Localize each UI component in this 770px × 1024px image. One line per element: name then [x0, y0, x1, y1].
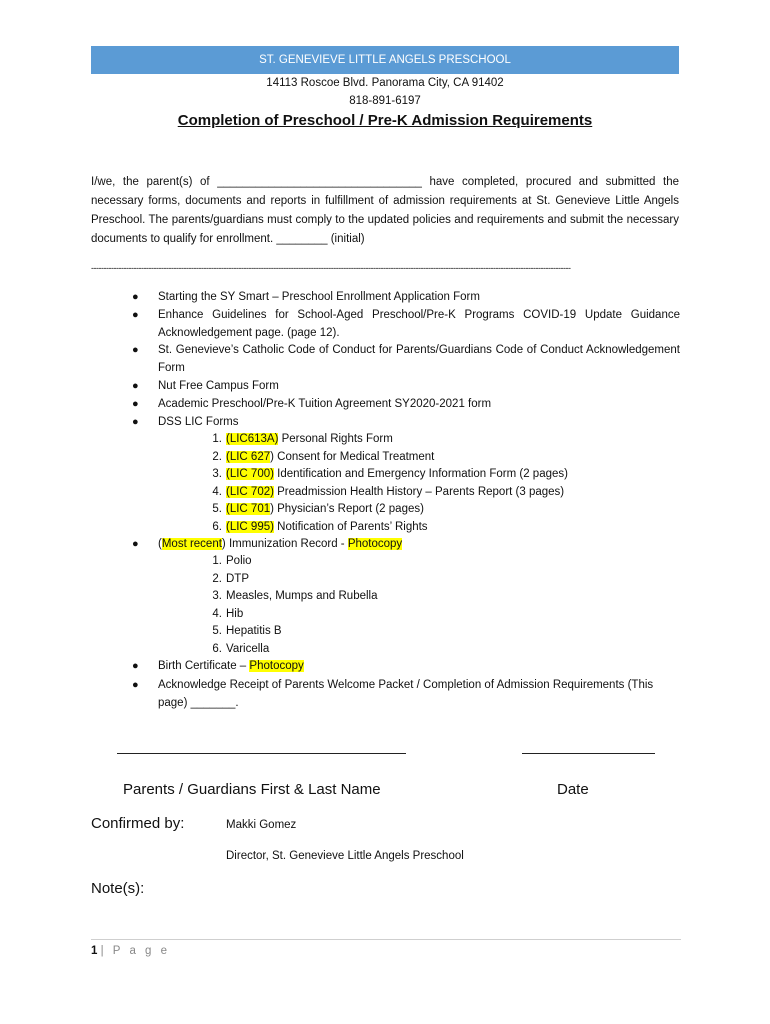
notes-label: Note(s): [91, 880, 145, 897]
bullet-icon: ● [132, 309, 139, 321]
bullet-icon: ● [132, 660, 139, 672]
page-label: | P a g e [100, 945, 171, 957]
sub-item-number: 6. [212, 642, 222, 655]
list-item: Acknowledge Receipt of Parents Welcome Packet / Completion of Admission Requirements (This page) _______. [158, 679, 654, 709]
bullet-icon: ● [132, 344, 139, 356]
bullet-icon: ● [132, 291, 139, 303]
sub-list-item: Varicella [226, 642, 270, 655]
list-item: Academic Preschool/Pre-K Tuition Agreement SY2020-2021 form [158, 398, 492, 410]
sub-item-number: 3. [212, 590, 222, 602]
list-item: Nut Free Campus Form [158, 380, 279, 392]
form-description: Preadmission Health History – Parents Report (3 pages) [273, 485, 565, 498]
intro-paragraph: I/we, the parent(s) of ________________________________ have completed, procured and submitted the necessary forms, documents and reports in fulfillment of admission requirements at St. Genevieve Little Angels Preschool. The parents/guardians must comply to the updated policies and requirements and submit the necessary documents to qualify for enrollment. ________ (initial) [91, 176, 679, 245]
page-title: Completion of Preschool / Pre-K Admission Requirements [177, 112, 593, 129]
school-name-banner: ST. GENEVIEVE LITTLE ANGELS PRESCHOOL [91, 46, 679, 74]
photocopy-highlight: Photocopy [249, 660, 304, 672]
form-code: (LIC 627 [226, 450, 271, 463]
list-item [158, 658, 680, 676]
immunization-text: ) Immunization Record - [221, 538, 348, 550]
sub-list-item: DTP [226, 572, 249, 585]
confirmer-name: Makki Gomez [226, 819, 297, 831]
page-number: 1 [91, 945, 98, 957]
bullet-icon: ● [132, 416, 139, 428]
sub-item-number: 1. [212, 555, 222, 567]
sub-list-item [226, 466, 568, 484]
sub-item-number: 5. [212, 503, 222, 515]
sub-item-number: 3. [212, 468, 222, 480]
form-code: (LIC 700) [226, 468, 274, 480]
sub-list-item: Hepatitis B [226, 625, 282, 637]
form-description: ) Consent for Medical Treatment [270, 450, 435, 463]
page-footer [91, 945, 170, 957]
footer-divider [91, 939, 681, 940]
form-description: Notification of Parents’ Rights [273, 520, 428, 533]
form-description: Identification and Emergency Information Form (2 pages) [273, 468, 568, 480]
bullet-icon: ● [132, 398, 139, 410]
photocopy-highlight: Photocopy [347, 538, 403, 550]
bullet-icon: ● [132, 380, 139, 392]
form-code: (LIC 702) [226, 485, 274, 498]
sub-list-item [226, 484, 564, 502]
list-item: St. Genevieve’s Catholic Code of Conduct for Parents/Guardians Code of Conduct Acknowledgement Form [158, 344, 680, 374]
sub-list-item: Measles, Mumps and Rubella [226, 590, 378, 602]
birth-certificate-text: Birth Certificate – [158, 660, 250, 672]
sub-item-number: 4. [212, 485, 222, 498]
form-code: (LIC613A) [226, 433, 279, 445]
confirmer-role: Director, St. Genevieve Little Angels Preschool [226, 850, 464, 862]
sub-item-number: 2. [212, 572, 222, 585]
sub-item-number: 5. [212, 625, 222, 637]
list-item [158, 536, 680, 554]
parent-name-label: Parents / Guardians First & Last Name [123, 781, 381, 798]
sub-list-item [226, 519, 428, 537]
bullet-icon: ● [132, 538, 139, 550]
date-label: Date [557, 781, 589, 798]
immunization-text: ( [158, 538, 162, 550]
sub-list-item [226, 431, 393, 449]
bullet-icon: ● [132, 679, 139, 691]
sub-list-item [226, 449, 434, 467]
sub-item-number: 4. [212, 607, 222, 620]
most-recent-highlight: Most recent [161, 538, 222, 550]
dashed-divider: ------------------------------------------------------------------------------------------------------------------------------------------------------------------------------------------------ [91, 263, 571, 273]
sub-list-item [226, 501, 424, 519]
form-code: (LIC 995) [226, 520, 274, 533]
form-description: ) Physician’s Report (2 pages) [270, 503, 424, 515]
school-address: 14113 Roscoe Blvd. Panorama City, CA 91402 [266, 77, 504, 89]
form-code: (LIC 701 [226, 503, 271, 515]
list-item: Starting the SY Smart – Preschool Enrollment Application Form [158, 291, 480, 303]
confirmed-by-label: Confirmed by: [91, 815, 185, 832]
sub-list-item: Hib [226, 607, 244, 620]
list-item: DSS LIC Forms [158, 416, 239, 428]
sub-item-number: 1. [212, 433, 222, 445]
list-item: Enhance Guidelines for School-Aged Preschool/Pre-K Programs COVID-19 Update Guidance Acknowledgement page. (page 12). [158, 309, 680, 339]
school-phone: 818-891-6197 [349, 95, 421, 107]
sub-item-number: 6. [212, 520, 222, 533]
date-signature-line [522, 753, 655, 754]
name-signature-line [117, 753, 406, 754]
form-description: Personal Rights Form [278, 433, 393, 445]
sub-list-item: Polio [226, 555, 252, 567]
sub-item-number: 2. [212, 450, 222, 463]
